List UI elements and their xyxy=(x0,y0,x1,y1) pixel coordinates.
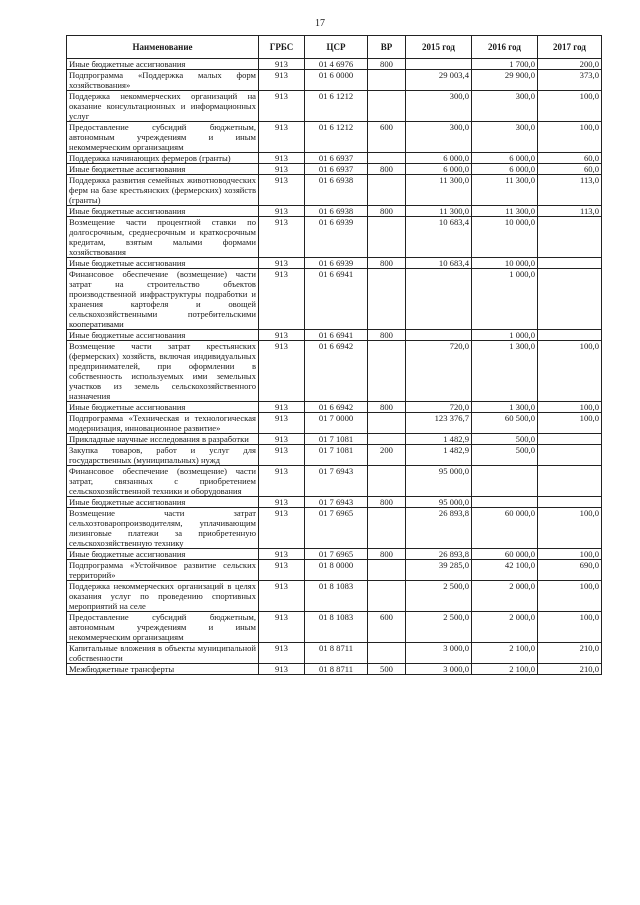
grbs-cell: 913 xyxy=(259,175,305,206)
table-body xyxy=(67,59,602,675)
name-cell: Предоставление субсидий бюджетным, автономным учреждениям и иным некоммерческим организациям xyxy=(67,122,259,153)
amount-2016-cell: 11 300,0 xyxy=(472,175,538,206)
grbs-cell: 913 xyxy=(259,445,305,466)
grbs-cell: 913 xyxy=(259,508,305,549)
amount-2015-cell: 6 000,0 xyxy=(406,164,472,175)
amount-2016-cell: 11 300,0 xyxy=(472,206,538,217)
table-row xyxy=(67,664,602,675)
vr-cell xyxy=(368,153,406,164)
amount-2017-cell: 100,0 xyxy=(538,122,602,153)
grbs-cell: 913 xyxy=(259,466,305,497)
amount-2015-cell: 1 482,9 xyxy=(406,434,472,445)
amount-2017-cell xyxy=(538,330,602,341)
csr-cell: 01 6 0000 xyxy=(305,70,368,91)
table-row xyxy=(67,581,602,612)
amount-2017-cell: 200,0 xyxy=(538,59,602,70)
grbs-cell: 913 xyxy=(259,612,305,643)
amount-2015-cell: 10 683,4 xyxy=(406,217,472,258)
grbs-cell: 913 xyxy=(259,330,305,341)
name-cell: Поддержка некоммерческих организаций на оказание консультационных и информационных услуг xyxy=(67,91,259,122)
amount-2015-cell xyxy=(406,59,472,70)
table-header-row xyxy=(67,36,602,59)
vr-cell: 800 xyxy=(368,497,406,508)
amount-2016-cell: 2 100,0 xyxy=(472,664,538,675)
vr-cell xyxy=(368,434,406,445)
vr-cell: 800 xyxy=(368,330,406,341)
column-header-name: Наименование xyxy=(67,36,259,59)
amount-2016-cell: 1 300,0 xyxy=(472,402,538,413)
name-cell: Возмещение части процентной ставки по долгосрочным, среднесрочным и краткосрочным кредитам, взятым малыми формами хозяйствования xyxy=(67,217,259,258)
name-cell: Межбюджетные трансферты xyxy=(67,664,259,675)
amount-2017-cell xyxy=(538,269,602,330)
vr-cell: 800 xyxy=(368,206,406,217)
amount-2015-cell: 11 300,0 xyxy=(406,206,472,217)
amount-2015-cell: 10 683,4 xyxy=(406,258,472,269)
amount-2016-cell: 1 000,0 xyxy=(472,330,538,341)
amount-2017-cell: 100,0 xyxy=(538,413,602,434)
table-row xyxy=(67,413,602,434)
amount-2017-cell xyxy=(538,497,602,508)
amount-2015-cell: 6 000,0 xyxy=(406,153,472,164)
amount-2016-cell xyxy=(472,466,538,497)
name-cell: Иные бюджетные ассигнования xyxy=(67,164,259,175)
name-cell: Иные бюджетные ассигнования xyxy=(67,59,259,70)
csr-cell: 01 6 1212 xyxy=(305,122,368,153)
amount-2016-cell: 42 100,0 xyxy=(472,560,538,581)
name-cell: Поддержка некоммерческих организаций в целях оказания услуг по проведению спортивных мероприятий на селе xyxy=(67,581,259,612)
vr-cell xyxy=(368,341,406,402)
csr-cell: 01 4 6976 xyxy=(305,59,368,70)
amount-2015-cell: 123 376,7 xyxy=(406,413,472,434)
column-header-vr: ВР xyxy=(368,36,406,59)
csr-cell: 01 6 6939 xyxy=(305,258,368,269)
csr-cell: 01 6 6941 xyxy=(305,269,368,330)
amount-2017-cell: 60,0 xyxy=(538,164,602,175)
table-row xyxy=(67,466,602,497)
amount-2017-cell: 100,0 xyxy=(538,402,602,413)
table-row xyxy=(67,206,602,217)
vr-cell: 800 xyxy=(368,549,406,560)
amount-2015-cell: 2 500,0 xyxy=(406,581,472,612)
name-cell: Иные бюджетные ассигнования xyxy=(67,402,259,413)
column-header-grbs: ГРБС xyxy=(259,36,305,59)
amount-2017-cell: 113,0 xyxy=(538,175,602,206)
grbs-cell: 913 xyxy=(259,560,305,581)
name-cell: Возмещение части затрат сельхозтоваропроизводителям, уплачивающим лизинговые платежи за приобретенную сельскохозяйственную технику xyxy=(67,508,259,549)
table-row xyxy=(67,59,602,70)
amount-2017-cell: 100,0 xyxy=(538,91,602,122)
grbs-cell: 913 xyxy=(259,153,305,164)
vr-cell xyxy=(368,70,406,91)
csr-cell: 01 6 6942 xyxy=(305,341,368,402)
csr-cell: 01 6 6937 xyxy=(305,164,368,175)
vr-cell xyxy=(368,91,406,122)
amount-2016-cell: 1 000,0 xyxy=(472,269,538,330)
amount-2016-cell: 300,0 xyxy=(472,122,538,153)
vr-cell xyxy=(368,217,406,258)
amount-2017-cell: 690,0 xyxy=(538,560,602,581)
grbs-cell: 913 xyxy=(259,413,305,434)
name-cell: Финансовое обеспечение (возмещение) части затрат, связанных с приобретением сельскохозяйственной техники и оборудования xyxy=(67,466,259,497)
amount-2016-cell xyxy=(472,497,538,508)
amount-2016-cell: 6 000,0 xyxy=(472,164,538,175)
grbs-cell: 913 xyxy=(259,70,305,91)
amount-2016-cell: 1 300,0 xyxy=(472,341,538,402)
name-cell: Закупка товаров, работ и услуг для государственных (муниципальных) нужд xyxy=(67,445,259,466)
grbs-cell: 913 xyxy=(259,91,305,122)
grbs-cell: 913 xyxy=(259,581,305,612)
table-row xyxy=(67,402,602,413)
table-row xyxy=(67,434,602,445)
name-cell: Финансовое обеспечение (возмещение) части затрат на строительство объектов производственной инфраструктуры подработки и хранения картофеля и овощей сельскохозяйственными потребительскими кооперативами xyxy=(67,269,259,330)
name-cell: Поддержка развития семейных животноводческих ферм на базе крестьянских (фермерских) хозяйств (гранты) xyxy=(67,175,259,206)
amount-2015-cell: 95 000,0 xyxy=(406,466,472,497)
vr-cell xyxy=(368,508,406,549)
amount-2016-cell: 500,0 xyxy=(472,434,538,445)
name-cell: Иные бюджетные ассигнования xyxy=(67,497,259,508)
name-cell: Капитальные вложения в объекты муниципальной собственности xyxy=(67,643,259,664)
amount-2016-cell: 10 000,0 xyxy=(472,217,538,258)
column-header-2017: 2017 год xyxy=(538,36,602,59)
amount-2016-cell: 1 700,0 xyxy=(472,59,538,70)
column-header-csr: ЦСР xyxy=(305,36,368,59)
column-header-2016: 2016 год xyxy=(472,36,538,59)
table-row xyxy=(67,122,602,153)
grbs-cell: 913 xyxy=(259,664,305,675)
vr-cell: 800 xyxy=(368,164,406,175)
amount-2016-cell: 500,0 xyxy=(472,445,538,466)
csr-cell: 01 8 1083 xyxy=(305,581,368,612)
vr-cell: 500 xyxy=(368,664,406,675)
amount-2017-cell xyxy=(538,434,602,445)
name-cell: Возмещение части затрат крестьянских (фермерских) хозяйств, включая индивидуальных предпринимателей, при оформлении в собственность используемых ими земельных участков из земель сельскохозяйственного назначения xyxy=(67,341,259,402)
table-row xyxy=(67,612,602,643)
csr-cell: 01 7 6943 xyxy=(305,466,368,497)
name-cell: Иные бюджетные ассигнования xyxy=(67,330,259,341)
amount-2015-cell xyxy=(406,330,472,341)
amount-2016-cell: 2 000,0 xyxy=(472,581,538,612)
amount-2016-cell: 2 100,0 xyxy=(472,643,538,664)
vr-cell: 600 xyxy=(368,122,406,153)
vr-cell xyxy=(368,466,406,497)
vr-cell: 800 xyxy=(368,258,406,269)
csr-cell: 01 6 6937 xyxy=(305,153,368,164)
amount-2015-cell: 2 500,0 xyxy=(406,612,472,643)
amount-2017-cell: 113,0 xyxy=(538,206,602,217)
amount-2015-cell: 26 893,8 xyxy=(406,508,472,549)
name-cell: Поддержка начинающих фермеров (гранты) xyxy=(67,153,259,164)
csr-cell: 01 7 6965 xyxy=(305,508,368,549)
csr-cell: 01 6 6938 xyxy=(305,206,368,217)
amount-2017-cell: 100,0 xyxy=(538,549,602,560)
grbs-cell: 913 xyxy=(259,59,305,70)
amount-2017-cell: 100,0 xyxy=(538,508,602,549)
csr-cell: 01 7 1081 xyxy=(305,434,368,445)
vr-cell: 800 xyxy=(368,59,406,70)
table-row xyxy=(67,217,602,258)
amount-2017-cell xyxy=(538,445,602,466)
amount-2017-cell xyxy=(538,217,602,258)
amount-2015-cell: 95 000,0 xyxy=(406,497,472,508)
grbs-cell: 913 xyxy=(259,164,305,175)
csr-cell: 01 7 6943 xyxy=(305,497,368,508)
amount-2015-cell: 300,0 xyxy=(406,122,472,153)
grbs-cell: 913 xyxy=(259,402,305,413)
grbs-cell: 913 xyxy=(259,643,305,664)
vr-cell: 800 xyxy=(368,402,406,413)
amount-2015-cell: 720,0 xyxy=(406,402,472,413)
table-row xyxy=(67,445,602,466)
csr-cell: 01 6 6938 xyxy=(305,175,368,206)
name-cell: Иные бюджетные ассигнования xyxy=(67,206,259,217)
grbs-cell: 913 xyxy=(259,217,305,258)
table-row xyxy=(67,91,602,122)
csr-cell: 01 7 0000 xyxy=(305,413,368,434)
grbs-cell: 913 xyxy=(259,206,305,217)
amount-2016-cell: 60 000,0 xyxy=(472,508,538,549)
table-row xyxy=(67,330,602,341)
grbs-cell: 913 xyxy=(259,258,305,269)
amount-2017-cell xyxy=(538,466,602,497)
amount-2017-cell: 210,0 xyxy=(538,643,602,664)
amount-2017-cell: 100,0 xyxy=(538,612,602,643)
table-row xyxy=(67,497,602,508)
csr-cell: 01 7 6965 xyxy=(305,549,368,560)
vr-cell: 600 xyxy=(368,612,406,643)
column-header-2015: 2015 год xyxy=(406,36,472,59)
csr-cell: 01 6 1212 xyxy=(305,91,368,122)
amount-2015-cell: 29 003,4 xyxy=(406,70,472,91)
amount-2016-cell: 29 900,0 xyxy=(472,70,538,91)
name-cell: Подпрограмма «Поддержка малых форм хозяйствования» xyxy=(67,70,259,91)
table-row xyxy=(67,164,602,175)
table-row xyxy=(67,258,602,269)
amount-2016-cell: 6 000,0 xyxy=(472,153,538,164)
csr-cell: 01 8 0000 xyxy=(305,560,368,581)
amount-2017-cell: 100,0 xyxy=(538,341,602,402)
amount-2015-cell: 3 000,0 xyxy=(406,664,472,675)
amount-2016-cell: 60 500,0 xyxy=(472,413,538,434)
amount-2015-cell: 3 000,0 xyxy=(406,643,472,664)
vr-cell xyxy=(368,560,406,581)
grbs-cell: 913 xyxy=(259,497,305,508)
vr-cell xyxy=(368,269,406,330)
name-cell: Прикладные научные исследования в разработки xyxy=(67,434,259,445)
page-number: 17 xyxy=(315,18,325,29)
csr-cell: 01 8 8711 xyxy=(305,643,368,664)
table-row xyxy=(67,549,602,560)
vr-cell xyxy=(368,413,406,434)
budget-table xyxy=(66,35,602,675)
amount-2017-cell: 100,0 xyxy=(538,581,602,612)
amount-2016-cell: 60 000,0 xyxy=(472,549,538,560)
amount-2016-cell: 300,0 xyxy=(472,91,538,122)
csr-cell: 01 6 6941 xyxy=(305,330,368,341)
grbs-cell: 913 xyxy=(259,341,305,402)
table-row xyxy=(67,560,602,581)
table-row xyxy=(67,70,602,91)
table-row xyxy=(67,341,602,402)
amount-2017-cell: 210,0 xyxy=(538,664,602,675)
vr-cell xyxy=(368,643,406,664)
amount-2015-cell: 11 300,0 xyxy=(406,175,472,206)
amount-2015-cell: 300,0 xyxy=(406,91,472,122)
table-row xyxy=(67,643,602,664)
amount-2015-cell: 720,0 xyxy=(406,341,472,402)
table-row xyxy=(67,508,602,549)
grbs-cell: 913 xyxy=(259,122,305,153)
csr-cell: 01 7 1081 xyxy=(305,445,368,466)
name-cell: Подпрограмма «Техническая и технологическая модернизация, инновационное развитие» xyxy=(67,413,259,434)
amount-2016-cell: 10 000,0 xyxy=(472,258,538,269)
table-row xyxy=(67,153,602,164)
name-cell: Иные бюджетные ассигнования xyxy=(67,549,259,560)
amount-2017-cell: 373,0 xyxy=(538,70,602,91)
grbs-cell: 913 xyxy=(259,549,305,560)
vr-cell xyxy=(368,175,406,206)
name-cell: Предоставление субсидий бюджетным, автономным учреждениям и иным некоммерческим организациям xyxy=(67,612,259,643)
amount-2015-cell xyxy=(406,269,472,330)
grbs-cell: 913 xyxy=(259,434,305,445)
name-cell: Иные бюджетные ассигнования xyxy=(67,258,259,269)
table-row xyxy=(67,175,602,206)
amount-2015-cell: 1 482,9 xyxy=(406,445,472,466)
grbs-cell: 913 xyxy=(259,269,305,330)
csr-cell: 01 8 1083 xyxy=(305,612,368,643)
csr-cell: 01 6 6939 xyxy=(305,217,368,258)
amount-2015-cell: 26 893,8 xyxy=(406,549,472,560)
table-row xyxy=(67,269,602,330)
name-cell: Подпрограмма «Устойчивое развитие сельских территорий» xyxy=(67,560,259,581)
amount-2017-cell xyxy=(538,258,602,269)
vr-cell xyxy=(368,581,406,612)
vr-cell: 200 xyxy=(368,445,406,466)
csr-cell: 01 6 6942 xyxy=(305,402,368,413)
amount-2016-cell: 2 000,0 xyxy=(472,612,538,643)
csr-cell: 01 8 8711 xyxy=(305,664,368,675)
amount-2017-cell: 60,0 xyxy=(538,153,602,164)
amount-2015-cell: 39 285,0 xyxy=(406,560,472,581)
